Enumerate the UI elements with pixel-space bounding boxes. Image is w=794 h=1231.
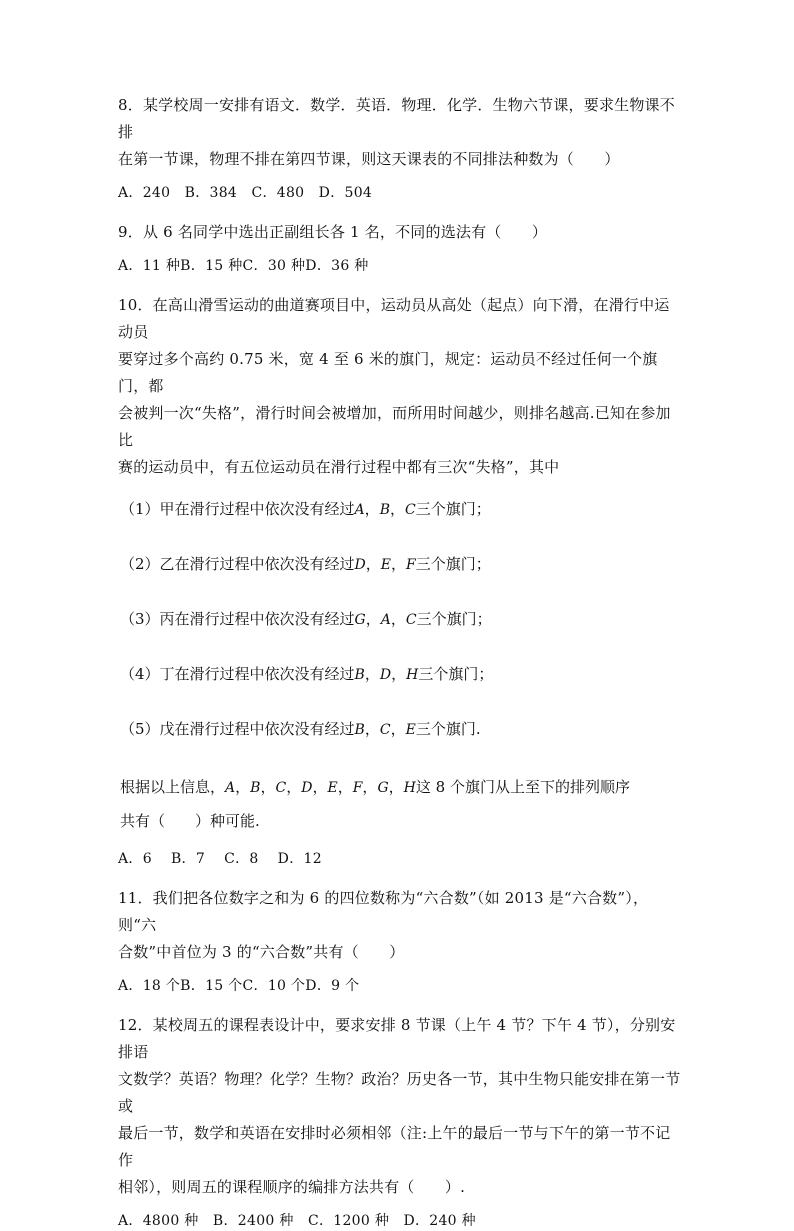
question-text-line: 合数”中首位为 3 的“六合数”共有（ ） — [118, 943, 405, 961]
question-10 — [118, 292, 684, 481]
answer-options: A．11 种B．15 种C．30 种D．36 种 — [118, 258, 369, 274]
gate-letter: B — [354, 667, 365, 683]
sub-item-5: （5）戊在滑行过程中依次没有经过B，C，E三个旗门. — [120, 720, 481, 738]
question-8 — [118, 92, 684, 173]
summary-text: 根据以上信息， — [120, 778, 226, 796]
gate-letter: E — [380, 557, 392, 573]
sub-item-text: （1）甲在滑行过程中依次没有经过 — [120, 500, 355, 518]
sub-item-text: 三个旗门； — [415, 555, 491, 573]
question-10-summary — [118, 772, 684, 839]
gate-letter: B — [250, 780, 261, 796]
gate-letter: F — [406, 557, 416, 573]
question-text-line: 11．我们把各位数字之和为 6 的四位数称为“六合数”（如 2013 是“六合数”），则“六 — [118, 889, 649, 934]
sub-item-3: （3）丙在滑行过程中依次没有经过G，A，C三个旗门； — [120, 610, 492, 628]
gate-letter: C — [405, 612, 417, 628]
document-page — [118, 92, 684, 1231]
question-text-line: 会被判一次“失格”，滑行时间会被增加，而所用时间越少，则排名越高.已知在参加比 — [118, 404, 671, 449]
sub-item-2: （2）乙在滑行过程中依次没有经过D，E，F三个旗门； — [120, 555, 491, 573]
sub-item-text: （5）戊在滑行过程中依次没有经过 — [120, 720, 355, 738]
gate-letter: D — [301, 780, 313, 796]
gate-letter: E — [327, 780, 338, 796]
sub-item-text: 三个旗门. — [415, 720, 481, 738]
sub-item-text: 三个旗门； — [416, 610, 492, 628]
gate-letter: H — [403, 780, 416, 796]
summary-line: 根据以上信息，A，B，C，D，E，F，G，H这 8 个旗门从上至下的排列顺序 — [120, 778, 630, 796]
answer-options: A．18 个B．15 个C．10 个D．9 个 — [118, 978, 360, 994]
sub-item-text: 三个旗门； — [418, 665, 494, 683]
question-12 — [118, 1012, 684, 1201]
gate-letter: H — [406, 667, 419, 683]
question-text-line: 在第一节课，物理不排在第四节课，则这天课表的不同排法种数为（ ） — [118, 150, 620, 168]
question-text-line: 相邻），则周五的课程顺序的编排方法共有（ ）. — [118, 1178, 466, 1196]
answer-options: A．4800 种 B．2400 种 C．1200 种 D．240 种 — [118, 1213, 476, 1229]
gate-letter: G — [377, 780, 389, 796]
question-text-line: 最后一节，数学和英语在安排时必须相邻（注:上午的最后一节与下午的第一节不记作 — [118, 1124, 671, 1169]
sub-item-4: （4）丁在滑行过程中依次没有经过B，D，H三个旗门； — [120, 665, 494, 683]
question-text-line: 8．某学校周一安排有语文．数学．英语．物理．化学．生物六节课，要求生物课不排 — [118, 96, 675, 141]
sub-item-text: （3）丙在滑行过程中依次没有经过 — [120, 610, 355, 628]
gate-letter: D — [354, 557, 366, 573]
sub-item-text: （4）丁在滑行过程中依次没有经过 — [120, 665, 355, 683]
gate-letter: A — [354, 502, 365, 518]
answer-options: A．240 B．384 C．480 D．504 — [118, 185, 373, 201]
question-text-line: 10．在高山滑雪运动的曲道赛项目中，运动员从高处（起点）向下滑，在滑行中运动员 — [118, 296, 670, 341]
gate-letter: A — [380, 612, 391, 628]
question-text-line: 12．某校周五的课程表设计中，要求安排 8 节课（上午 4 节？下午 4 节），分别安排语 — [118, 1016, 676, 1061]
sub-item-text: 三个旗门； — [415, 500, 491, 518]
gate-letter: B — [379, 502, 390, 518]
gate-letter: A — [225, 780, 236, 796]
gate-letter: F — [352, 780, 363, 796]
sub-item-text: （2）乙在滑行过程中依次没有经过 — [120, 555, 355, 573]
question-text-line: 文数学？英语？物理？化学？生物？政治？历史各一节，其中生物只能安排在第一节或 — [118, 1070, 681, 1115]
gate-letter: E — [405, 722, 416, 738]
gate-letter: G — [354, 612, 366, 628]
gate-letter: B — [354, 722, 365, 738]
question-text-line: 要穿过多个高约 0.75 米，宽 4 至 6 米的旗门，规定：运动员不经过任何一个旗门，都 — [118, 350, 658, 395]
question-9: 9．从 6 名同学中选出正副组长各 1 名，不同的选法有（ ） — [118, 223, 548, 241]
summary-line: 共有（ ）种可能. — [120, 812, 260, 830]
sub-item-1: （1）甲在滑行过程中依次没有经过A，B，C三个旗门； — [120, 500, 491, 518]
gate-letter: C — [275, 780, 287, 796]
sub-item-list — [118, 497, 684, 742]
answer-options: A．6 B．7 C．8 D．12 — [118, 851, 322, 867]
question-11 — [118, 885, 684, 966]
summary-text: 这 8 个旗门从上至下的排列顺序 — [415, 778, 630, 796]
question-text-line: 赛的运动员中，有五位运动员在滑行过程中都有三次“失格”，其中 — [118, 458, 560, 476]
gate-letter: C — [379, 722, 391, 738]
gate-letter: D — [379, 667, 392, 683]
gate-letter: C — [405, 502, 416, 518]
